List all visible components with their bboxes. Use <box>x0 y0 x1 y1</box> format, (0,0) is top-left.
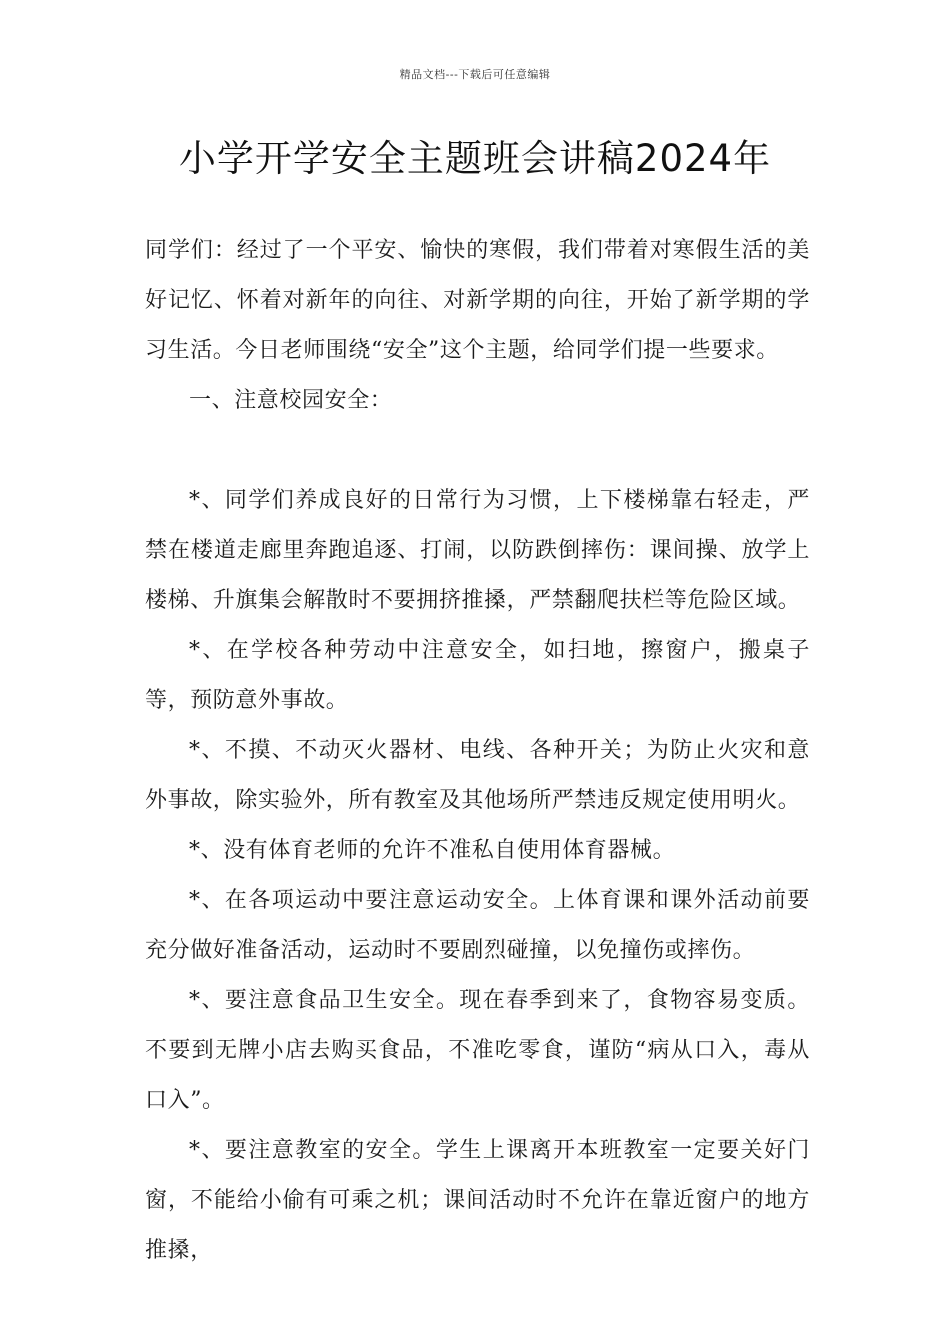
rule-paragraph-labor: *、在学校各种劳动中注意安全，如扫地，擦窗户，搬桌子等，预防意外事故。 <box>145 638 810 713</box>
rule-paragraph-equipment: *、没有体育老师的允许不准私自使用体育器械。 <box>189 838 676 863</box>
rule-paragraph-sports: *、在各项运动中要注意运动安全。上体育课和课外活动前要充分做好准备活动，运动时不要剧烈碰撞，以免撞伤或摔伤。 <box>145 888 810 963</box>
rule-paragraph-food: *、要注意食品卫生安全。现在春季到来了，食物容易变质。不要到无牌小店去购买食品，不准吃零食，谨防“病从口入，毒从口入”。 <box>145 988 810 1113</box>
document-body <box>145 226 810 1276</box>
rule-paragraph-fire: *、不摸、不动灭火器材、电线、各种开关；为防止火灾和意外事故，除实验外，所有教室及其他场所严禁违反规定使用明火。 <box>145 738 810 813</box>
rule-paragraph-stairs: *、同学们养成良好的日常行为习惯，上下楼梯靠右轻走，严禁在楼道走廊里奔跑追逐、打闹，以防跌倒摔伤：课间操、放学上楼梯、升旗集会解散时不要拥挤推搡，严禁翻爬扶栏等危险区域。 <box>145 488 810 613</box>
document-title: 小学开学安全主题班会讲稿2024年 <box>178 137 772 180</box>
rule-paragraph-classroom: *、要注意教室的安全。学生上课离开本班教室一定要关好门窗，不能给小偷有可乘之机；课间活动时不允许在靠近窗户的地方推搡， <box>145 1138 810 1263</box>
header-note: 精品文档---下载后可任意编辑 <box>399 68 551 81</box>
section-heading: 一、注意校园安全： <box>189 388 393 413</box>
intro-paragraph: 同学们：经过了一个平安、愉快的寒假，我们带着对寒假生活的美好记忆、怀着对新年的向往、对新学期的向往，开始了新学期的学习生活。今日老师围绕“安全”这个主题，给同学们提一些要求。 <box>145 238 810 363</box>
